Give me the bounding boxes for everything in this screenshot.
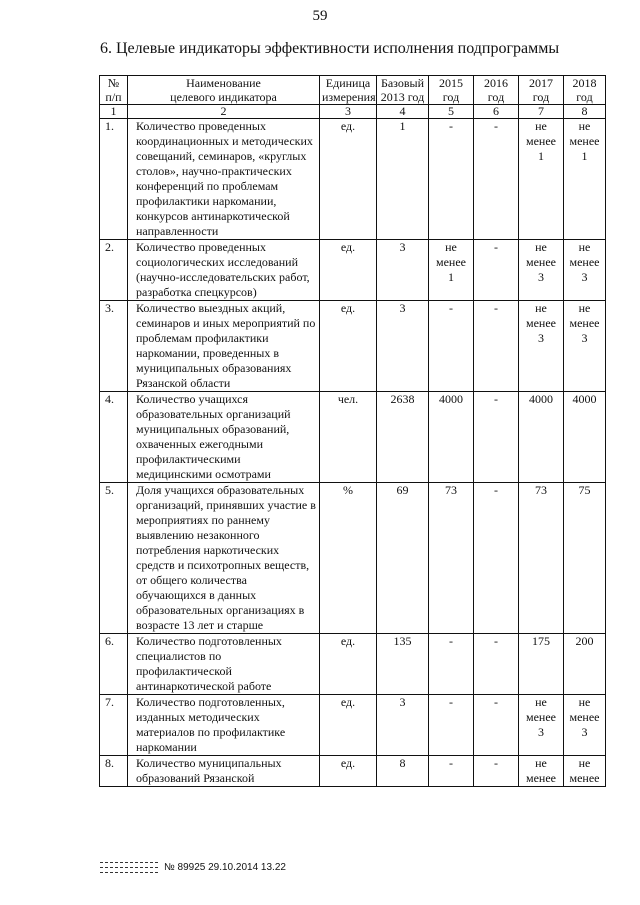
base-2013: 1 xyxy=(377,119,429,240)
header-2018: 2018 год xyxy=(564,76,606,105)
table-row xyxy=(100,634,606,695)
indicator-name: Количество подготовленных специалистов по профилактической антинаркотической работе xyxy=(128,634,320,695)
value-2017: 4000 xyxy=(519,392,564,483)
column-number: 2 xyxy=(128,105,320,119)
table-row xyxy=(100,301,606,392)
indicator-name: Количество подготовленных, изданных методических материалов по профилактике наркомании xyxy=(128,695,320,756)
column-number: 4 xyxy=(377,105,429,119)
indicator-name: Количество учащихся образовательных организаций муниципальных образований, охваченных ежегодными профилактическими медицинскими осмотрами xyxy=(128,392,320,483)
table-row xyxy=(100,695,606,756)
indicator-name: Доля учащихся образовательных организаций, принявших участие в мероприятиях по раннему выявлению незаконного потребления наркотических средств и психотропных веществ, от общего количества обучающихся в данных образовательных организациях в возрасте 13 лет и старше xyxy=(128,483,320,634)
header-unit: Единица измерения xyxy=(320,76,377,105)
value-2015: - xyxy=(429,301,474,392)
value-2015: - xyxy=(429,695,474,756)
header-2015: 2015 год xyxy=(429,76,474,105)
document-reference: № 89925 29.10.2014 13.22 xyxy=(164,861,286,873)
value-2018: не менее xyxy=(564,756,606,787)
value-2016: - xyxy=(474,483,519,634)
section-title: 6. Целевые индикаторы эффективности исполнения подпрограммы xyxy=(100,40,560,57)
base-2013: 3 xyxy=(377,301,429,392)
row-number: 6. xyxy=(100,634,128,695)
column-number: 6 xyxy=(474,105,519,119)
header-name: Наименование целевого индикатора xyxy=(128,76,320,105)
column-number: 7 xyxy=(519,105,564,119)
header-base: Базовый 2013 год xyxy=(377,76,429,105)
unit: ед. xyxy=(320,634,377,695)
value-2015: - xyxy=(429,634,474,695)
header-2017: 2017 год xyxy=(519,76,564,105)
row-number: 8. xyxy=(100,756,128,787)
unit: чел. xyxy=(320,392,377,483)
value-2015: - xyxy=(429,119,474,240)
value-2018: 200 xyxy=(564,634,606,695)
base-2013: 8 xyxy=(377,756,429,787)
unit: ед. xyxy=(320,240,377,301)
value-2018: 4000 xyxy=(564,392,606,483)
page-number: 59 xyxy=(312,8,328,24)
indicators-table xyxy=(99,75,606,787)
row-number: 1. xyxy=(100,119,128,240)
base-2013: 3 xyxy=(377,240,429,301)
value-2018: не менее 1 xyxy=(564,119,606,240)
value-2015: 73 xyxy=(429,483,474,634)
table-row xyxy=(100,240,606,301)
value-2016: - xyxy=(474,634,519,695)
value-2018: не менее 3 xyxy=(564,695,606,756)
value-2015: не менее 1 xyxy=(429,240,474,301)
indicator-name: Количество проведенных социологических исследований (научно-исследовательских работ, разработка спецкурсов) xyxy=(128,240,320,301)
row-number: 3. xyxy=(100,301,128,392)
value-2018: 75 xyxy=(564,483,606,634)
value-2016: - xyxy=(474,240,519,301)
column-number: 8 xyxy=(564,105,606,119)
value-2017: не менее xyxy=(519,756,564,787)
value-2015: 4000 xyxy=(429,392,474,483)
base-2013: 3 xyxy=(377,695,429,756)
table-row xyxy=(100,756,606,787)
unit: ед. xyxy=(320,756,377,787)
column-number: 5 xyxy=(429,105,474,119)
value-2016: - xyxy=(474,119,519,240)
value-2017: не менее 3 xyxy=(519,301,564,392)
value-2017: 175 xyxy=(519,634,564,695)
column-numbers-row xyxy=(100,105,606,119)
header-num: № п/п xyxy=(100,76,128,105)
indicator-name: Количество муниципальных образований Рязанской xyxy=(128,756,320,787)
base-2013: 69 xyxy=(377,483,429,634)
row-number: 2. xyxy=(100,240,128,301)
value-2016: - xyxy=(474,695,519,756)
value-2017: 73 xyxy=(519,483,564,634)
unit: % xyxy=(320,483,377,634)
footer xyxy=(100,858,286,876)
base-2013: 135 xyxy=(377,634,429,695)
value-2017: не менее 3 xyxy=(519,695,564,756)
value-2015: - xyxy=(429,756,474,787)
unit: ед. xyxy=(320,301,377,392)
value-2016: - xyxy=(474,756,519,787)
unit: ед. xyxy=(320,695,377,756)
table-row xyxy=(100,483,606,634)
row-number: 4. xyxy=(100,392,128,483)
table-row xyxy=(100,119,606,240)
registration-stamp xyxy=(100,858,158,876)
value-2017: не менее 1 xyxy=(519,119,564,240)
indicator-name: Количество выездных акций, семинаров и иных мероприятий по проблемам профилактики наркомании, проведенных в муниципальных образованиях Рязанской области xyxy=(128,301,320,392)
base-2013: 2638 xyxy=(377,392,429,483)
indicator-name: Количество проведенных координационных и методических совещаний, семинаров, «круглых столов», научно-практических конференций по проблемам профилактики наркомании, конкурсов антинаркотической направленности xyxy=(128,119,320,240)
value-2017: не менее 3 xyxy=(519,240,564,301)
row-number: 5. xyxy=(100,483,128,634)
table-header-row xyxy=(100,76,606,105)
value-2016: - xyxy=(474,392,519,483)
column-number: 3 xyxy=(320,105,377,119)
value-2018: не менее 3 xyxy=(564,301,606,392)
value-2016: - xyxy=(474,301,519,392)
table-row xyxy=(100,392,606,483)
header-2016: 2016 год xyxy=(474,76,519,105)
row-number: 7. xyxy=(100,695,128,756)
unit: ед. xyxy=(320,119,377,240)
value-2018: не менее 3 xyxy=(564,240,606,301)
column-number: 1 xyxy=(100,105,128,119)
